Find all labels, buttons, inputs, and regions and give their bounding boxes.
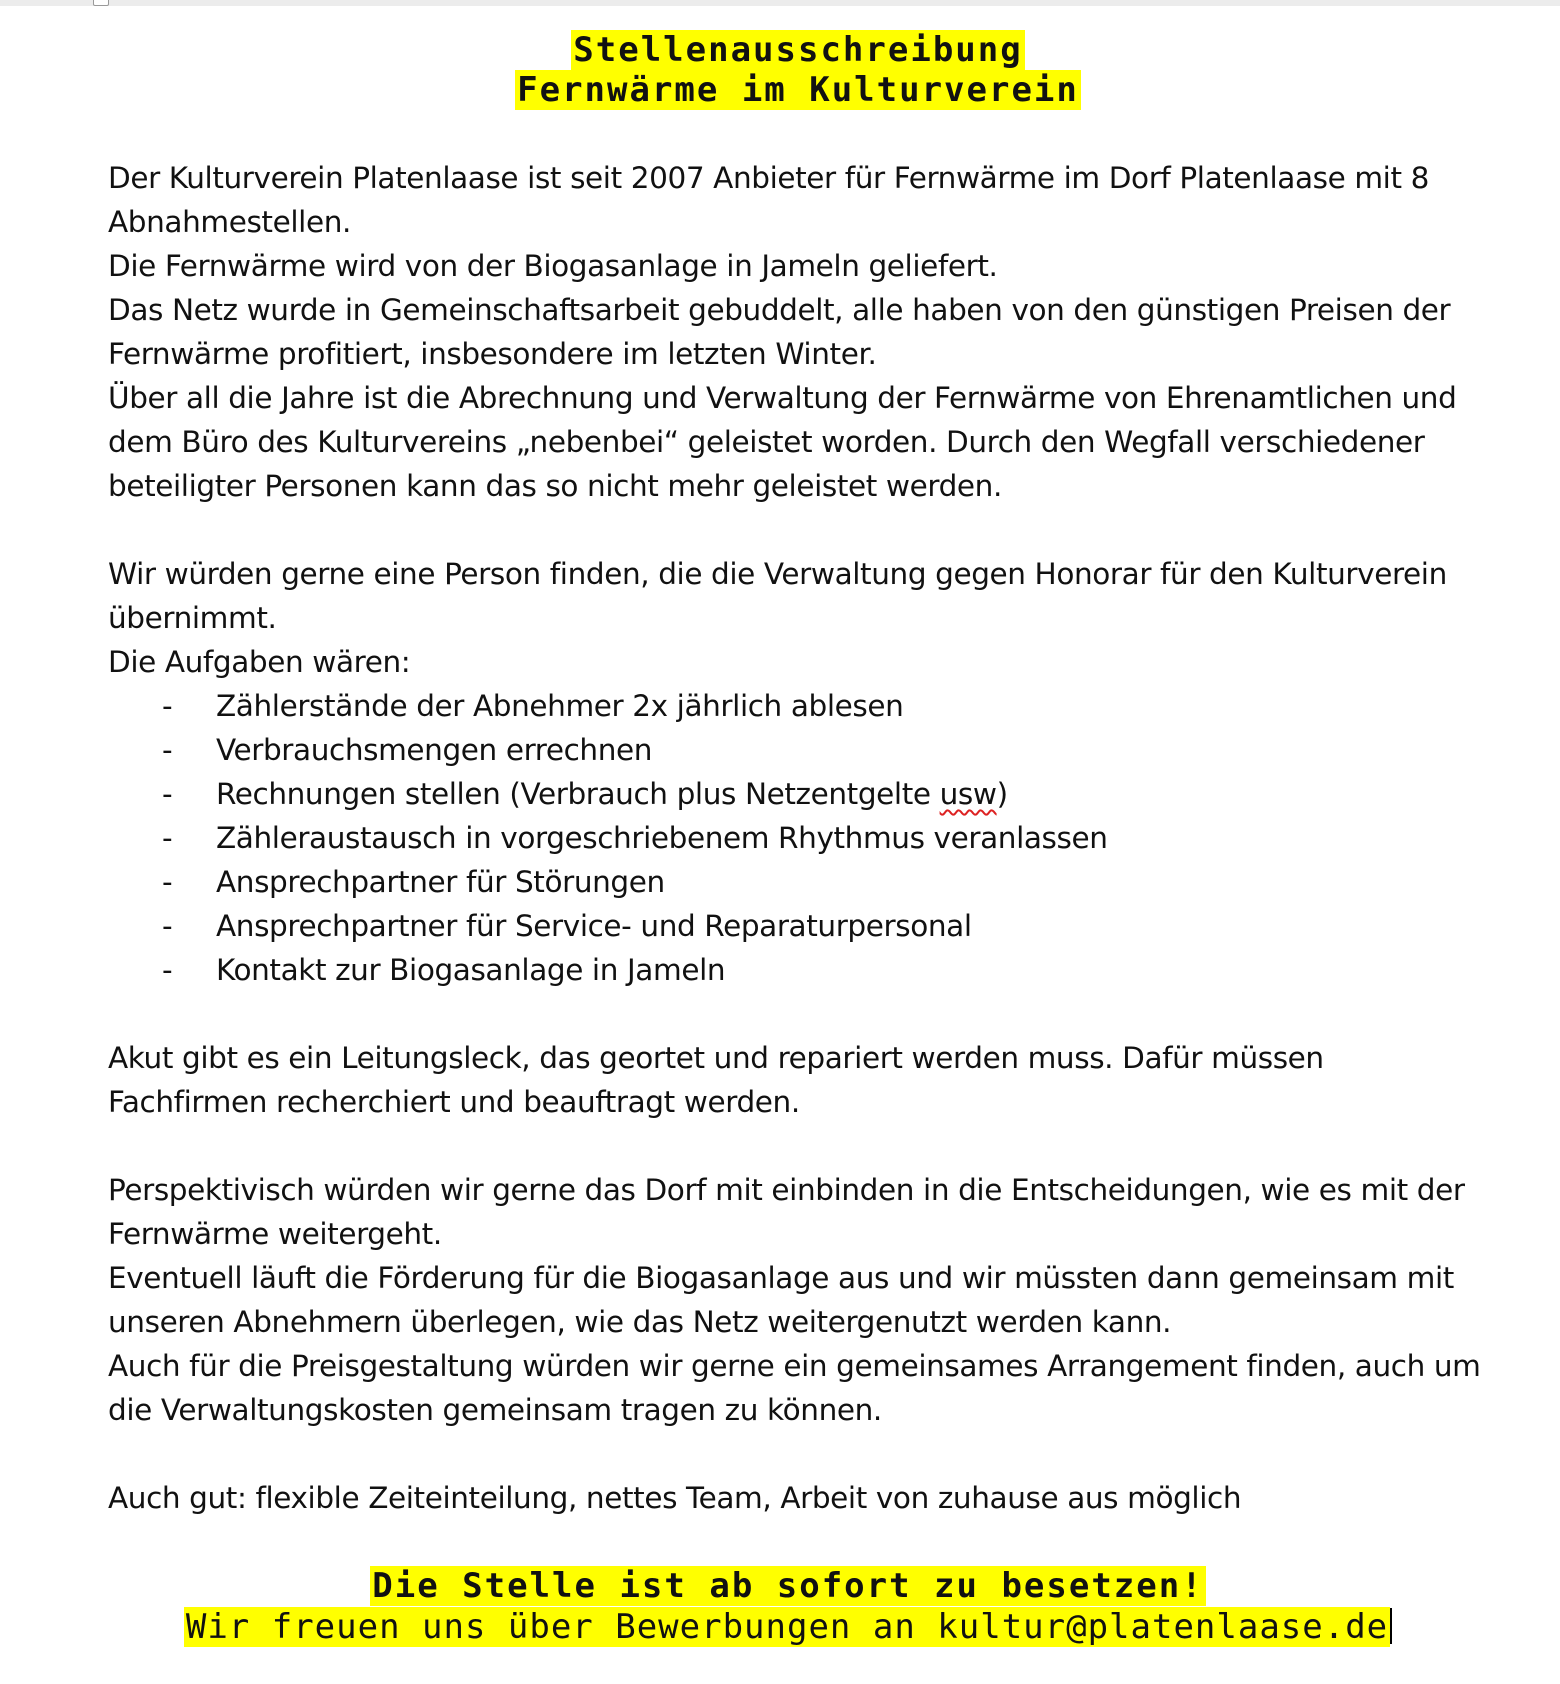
window-top-bar	[0, 0, 1560, 6]
intro-paragraph-3: Das Netz wurde in Gemeinschaftsarbeit gebuddelt, alle haben von den günstigen Preisen der Fernwärme profitiert, insbesondere im letzten Winter.	[108, 293, 1451, 371]
intro-paragraph-1: Der Kulturverein Platenlaase ist seit 2007 Anbieter für Fernwärme im Dorf Platenlaase mit 8 Abnahmestellen.	[108, 161, 1429, 239]
list-item	[108, 728, 1488, 772]
list-item	[108, 772, 1488, 816]
tasks-intro: Die Aufgaben wären:	[108, 645, 411, 679]
task-text: Ansprechpartner für Störungen	[216, 865, 665, 899]
list-dash: -	[162, 821, 173, 855]
task-text: Zählerstände der Abnehmer 2x jährlich ablesen	[216, 689, 904, 723]
closing-line-2: Wir freuen uns über Bewerbungen an kultur@platenlaase.de	[185, 1607, 1389, 1647]
document-page	[108, 30, 1488, 1520]
document-body	[108, 156, 1488, 1520]
list-item	[108, 904, 1488, 948]
task-text: Ansprechpartner für Service- und Reparaturpersonal	[216, 909, 972, 943]
outlook-paragraph-3: Auch für die Preisgestaltung würden wir gerne ein gemeinsames Arrangement finden, auch um die Verwaltungskosten gemeinsam tragen zu können.	[108, 1349, 1481, 1427]
list-dash: -	[162, 733, 173, 767]
leak-paragraph: Akut gibt es ein Leitungsleck, das geortet und repariert werden muss. Dafür müssen Fachfirmen recherchiert und beauftragt werden.	[108, 1041, 1324, 1119]
title-line-2: Fernwärme im Kulturverein	[517, 70, 1079, 110]
paragraph-gap	[108, 508, 1488, 552]
list-dash: -	[162, 777, 173, 811]
closing-block	[108, 1566, 1468, 1648]
list-dash: -	[162, 689, 173, 723]
task-text: Rechnungen stellen (Verbrauch plus Netzentgelte	[216, 777, 940, 811]
spellcheck-marked-word[interactable]: usw	[939, 777, 997, 811]
closing-line-1: Die Stelle ist ab sofort zu besetzen!	[372, 1566, 1204, 1606]
task-text: Kontakt zur Biogasanlage in Jameln	[216, 953, 726, 987]
outlook-paragraph-2: Eventuell läuft die Förderung für die Biogasanlage aus und wir müssten dann gemeinsam mit unseren Abnehmern überlegen, wie das Netz weitergenutzt werden kann.	[108, 1261, 1454, 1339]
task-text: Verbrauchsmengen errechnen	[216, 733, 653, 767]
page-corner-marker	[93, 0, 109, 6]
list-item	[108, 860, 1488, 904]
list-item	[108, 684, 1488, 728]
task-text-end: )	[996, 777, 1008, 811]
search-paragraph: Wir würden gerne eine Person finden, die die Verwaltung gegen Honorar für den Kulturverein übernimmt.	[108, 557, 1447, 635]
list-dash: -	[162, 909, 173, 943]
text-cursor	[1390, 1608, 1392, 1644]
document-title	[108, 30, 1488, 110]
intro-paragraph-4: Über all die Jahre ist die Abrechnung und Verwaltung der Fernwärme von Ehrenamtlichen und dem Büro des Kulturvereins „nebenbei“ geleistet worden. Durch den Wegfall verschiedener beteiligter Personen kann das so nicht mehr geleistet werden.	[108, 381, 1457, 503]
list-dash: -	[162, 953, 173, 987]
paragraph-gap	[108, 1432, 1488, 1476]
list-item	[108, 816, 1488, 860]
paragraph-gap	[108, 992, 1488, 1036]
paragraph-gap	[108, 1124, 1488, 1168]
benefits-paragraph: Auch gut: flexible Zeiteinteilung, nettes Team, Arbeit von zuhause aus möglich	[108, 1481, 1242, 1515]
title-line-1: Stellenausschreibung	[573, 30, 1023, 70]
outlook-paragraph-1: Perspektivisch würden wir gerne das Dorf mit einbinden in die Entscheidungen, wie es mit der Fernwärme weitergeht.	[108, 1173, 1465, 1251]
list-dash: -	[162, 865, 173, 899]
list-item	[108, 948, 1488, 992]
task-text: Zähleraustausch in vorgeschriebenem Rhythmus veranlassen	[216, 821, 1108, 855]
task-list	[108, 684, 1488, 992]
intro-paragraph-2: Die Fernwärme wird von der Biogasanlage in Jameln geliefert.	[108, 249, 998, 283]
